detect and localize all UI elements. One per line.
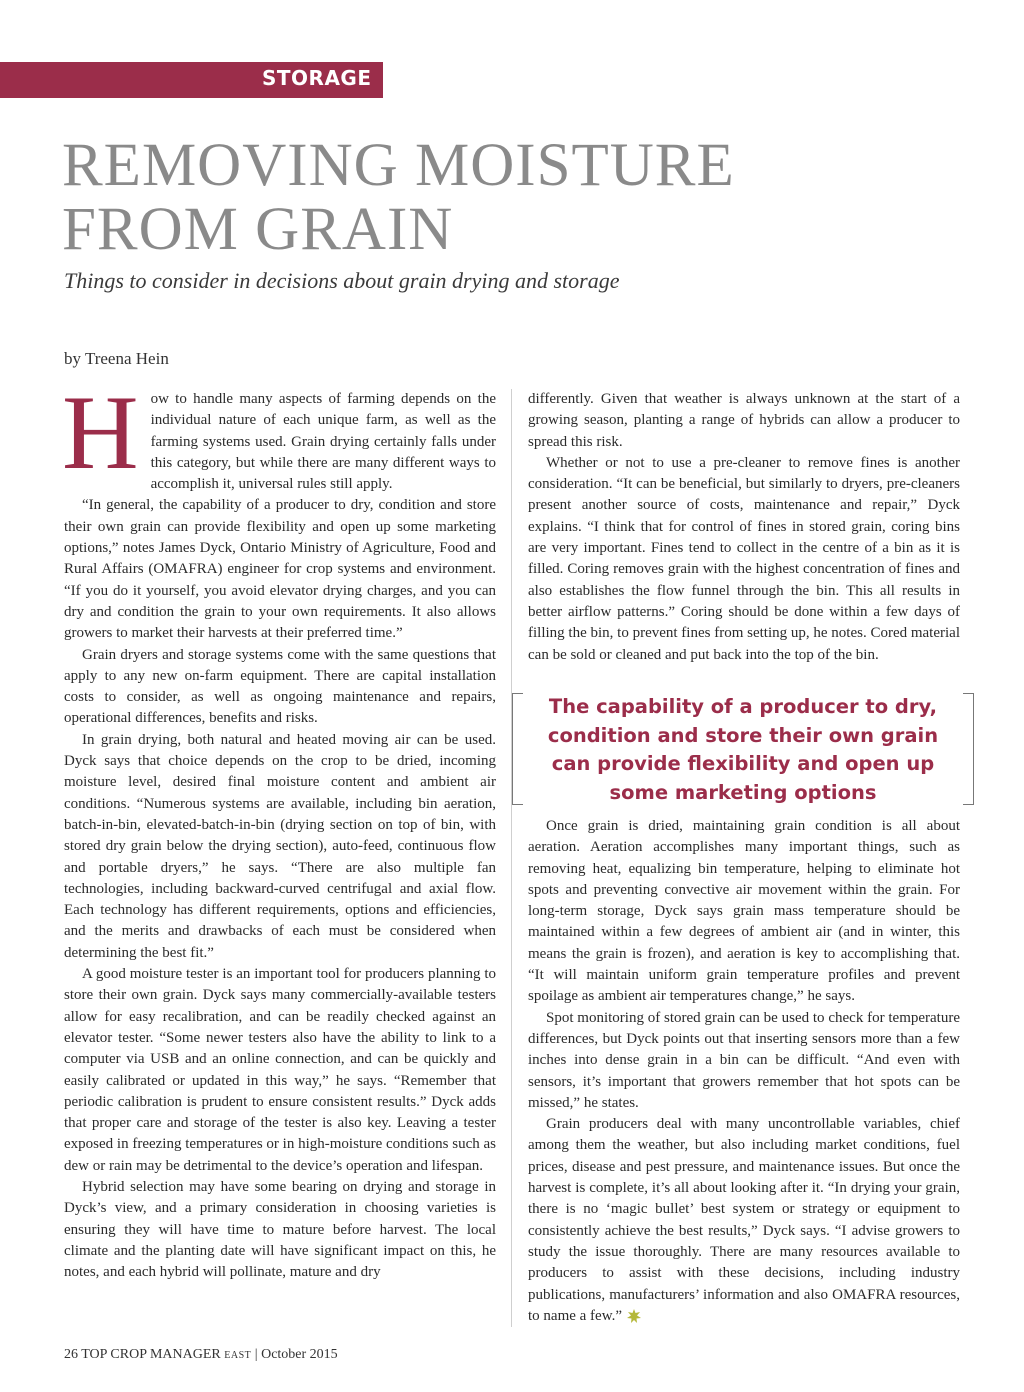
page-number: 26 [64, 1347, 78, 1362]
paragraph: Hybrid selection may have some bearing on drying and storage in Dyck’s view, and a primary consideration in choosing varieties is ensuring they will have time to mature before harvest. The local climate and the planting date will have significant impact on this, he notes, and each hybrid will pollinate, mature and dry [64, 1178, 496, 1281]
edition: EAST [224, 1350, 252, 1361]
footer-separator: | [254, 1347, 258, 1362]
paragraph: Grain producers deal with many uncontrollable variables, chief among them the weather, but also including market conditions, fuel prices, disease and pest pressure, and maintenance issues. But once the harvest is complete, it’s all about looking after it. “In drying your grain, there is no ‘magic bullet’ best system or strategy or equipment to consistently achieve the best results,” Dyck says. “I advise growers to study the issue thoroughly. There are many resources available to producers to assist with these decisions, including industry publications, manufacturers’ information and also OMAFRA resources, to name a few.” [528, 1116, 960, 1324]
column-divider [511, 389, 512, 1327]
pull-quote-bracket-right [963, 693, 974, 805]
paragraph: Grain dryers and storage systems come with the same questions that apply to any new on-farm equipment. There are capital installation costs to consider, as well as ongoing maintenance and repairs, operational differences, benefits and risks. [64, 646, 496, 727]
paragraph: In grain drying, both natural and heated moving air can be used. Dyck says that choice depends on the crop to be dried, incoming moisture level, desired final moisture content and ambient air conditions. “Numerous systems are available, including bin aeration, batch-in-bin, elevated-batch-in-bin (drying section on top of bin, with stored dry grain below the drying section), auto-feed, continuous flow and portable dryers,” he says. “There are also multiple fan technologies, including backward-curved centrifugal and axial flow. Each technology has different requirements, options and efficiencies, and the merits and drawbacks of each must be considered when determining the best fit.” [64, 731, 496, 961]
title-line-2: FROM GRAIN [62, 196, 454, 263]
paragraph: differently. Given that weather is always unknown at the start of a growing season, planting a range of hybrids can allow a producer to spread this risk. [528, 391, 960, 450]
paragraph: A good moisture tester is an important tool for producers planning to store their own grain. Dyck says many commercially-available testers allow for easy recalibration, and can be readily checked against an elevator tester. “Some newer testers also have the ability to link to a computer via USB and an online connection, and can be quickly and easily calibrated or updated in this way,” he says. “Remember that periodic calibration is prudent to ensure consistent results.” Dyck adds that proper care and storage of the tester is also key. Leaving a tester exposed in freezing temperatures or in high-moisture conditions such as dew or rain may be detrimental to the device’s operation and lifespan. [64, 966, 496, 1174]
left-column [62, 374, 496, 1283]
paragraph: Once grain is dried, maintaining grain condition is all about aeration. Aeration accomplishes many important things, such as removing heat, equalizing bin temperature, helping to eliminate hot spots and preventing convective air movement within the grain. For long-term storage, Dyck says grain mass temperature should be maintained within a few degrees of ambient air (and in winter, this means the grain is frozen), and aeration is key to accomplishing that. “It will maintain uniform grain temperature profiles and prevent spoilage as ambient air temperatures change,” he says. [528, 818, 960, 1005]
article-subtitle: Things to consider in decisions about grain drying and storage [64, 268, 620, 293]
title-line-1: REMOVING MOISTURE [62, 132, 735, 199]
paragraph: Whether or not to use a pre-cleaner to remove fines is another consideration. “It can be beneficial, but similarly to dryers, pre-cleaners present another source of costs, maintenance and repair,” Dyck explains. “I think that for control of fines in stored grain, coring bins are very important. Fines tend to collect in the centre of a bin as it is filled. Coring removes grain with the highest concentration of fines and also establishes the flow funnel through the bin. This all results in better airflow patterns.” Coring should be done within a few days of filling the bin, to prevent fines from setting up, he notes. Cored material can be sold or cleaned and put back into the top of the bin. [528, 454, 960, 663]
paragraph: How to handle many aspects of farming depends on the individual nature of each unique farm, as well as the farming systems used. Grain drying certainly falls under this category, but while there are many different ways to accomplish it, universal rules still apply. [62, 374, 496, 493]
section-label: STORAGE [262, 66, 372, 90]
magazine-name: TOP CROP MANAGER [81, 1347, 221, 1362]
leaf-icon [626, 1308, 642, 1324]
article-title [62, 134, 822, 262]
drop-cap: H [62, 374, 139, 491]
pull-quote-text: The capability of a producer to dry, condition and store their own grain can provide flexibility and open up some marketing options [547, 695, 939, 804]
right-column-top [528, 389, 960, 666]
paragraph: Spot monitoring of stored grain can be used to check for temperature differences, but Dyck points out that inserting sensors more than a few inches into dense grain in a bin can be difficult. “And even with sensors, it’s important that growers remember that hot spots can be missed,” he states. [528, 1009, 960, 1111]
right-column-bottom [528, 816, 960, 1327]
byline: by Treena Hein [64, 349, 169, 368]
pull-quote-bracket-left [512, 693, 523, 805]
paragraph: “In general, the capability of a producer to dry, condition and store their own grain can provide flexibility and open up some marketing options,” notes James Dyck, Ontario Ministry of Agriculture, Food and Rural Affairs (OMAFRA) engineer for crop systems and environment. “If you do it yourself, you avoid elevator drying charges, and you can dry and condition the grain to your own requirements. It also allows growers to market their harvests at their preferred time.” [64, 497, 496, 642]
issue-date: October 2015 [261, 1347, 338, 1362]
page-footer [64, 1347, 338, 1363]
pull-quote [512, 693, 974, 805]
